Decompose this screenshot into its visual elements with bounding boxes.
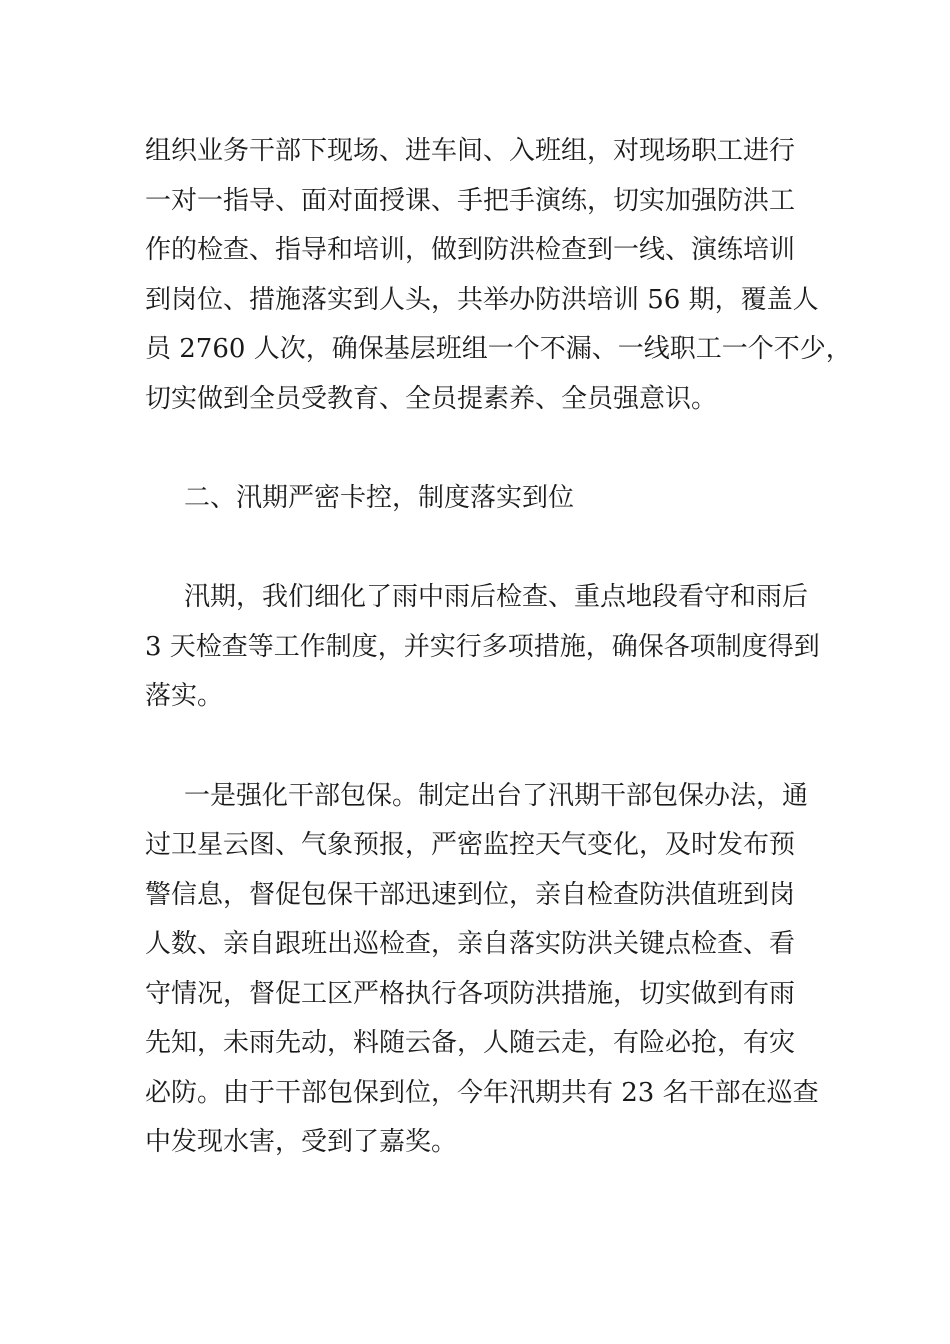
- paragraph-2-line-3: 落实。: [145, 681, 224, 711]
- paragraph-3-line-5: 守情况，督促工区严格执行各项防洪措施，切实做到有雨: [145, 979, 796, 1009]
- paragraph-2-line-1: 汛期，我们细化了雨中雨后检查、重点地段看守和雨后: [184, 582, 809, 612]
- paragraph-1-line-3: 作的检查、指导和培训，做到防洪检查到一线、演练培训: [145, 235, 796, 265]
- paragraph-1-line-4: 到岗位、措施落实到人头，共举办防洪培训 56 期，覆盖人: [145, 285, 819, 315]
- paragraph-3-line-7: 必防。由于干部包保到位，今年汛期共有 23 名干部在巡查: [145, 1078, 819, 1108]
- paragraph-1-line-2: 一对一指导、面对面授课、手把手演练，切实加强防洪工: [145, 186, 796, 216]
- section-heading: 二、汛期严密卡控，制度落实到位: [184, 483, 575, 513]
- paragraph-3-line-3: 警信息，督促包保干部迅速到位，亲自检查防洪值班到岗: [145, 880, 796, 910]
- paragraph-2-line-2: 3 天检查等工作制度，并实行多项措施，确保各项制度得到: [145, 632, 820, 662]
- paragraph-3-line-1: 一是强化干部包保。制定出台了汛期干部包保办法，通: [184, 781, 809, 811]
- paragraph-3-line-6: 先知，未雨先动，料随云备，人随云走，有险必抢，有灾: [145, 1028, 796, 1058]
- paragraph-3-line-8: 中发现水害，受到了嘉奖。: [145, 1127, 458, 1157]
- paragraph-1-line-6: 切实做到全员受教育、全员提素养、全员强意识。: [145, 384, 718, 414]
- paragraph-1-line-1: 组织业务干部下现场、进车间、入班组，对现场职工进行: [145, 136, 796, 166]
- paragraph-3-line-2: 过卫星云图、气象预报，严密监控天气变化，及时发布预: [145, 830, 796, 860]
- paragraph-3-line-4: 人数、亲自跟班出巡检查，亲自落实防洪关键点检查、看: [145, 929, 796, 959]
- paragraph-1-line-5: 员 2760 人次，确保基层班组一个不漏、一线职工一个不少，: [145, 334, 852, 364]
